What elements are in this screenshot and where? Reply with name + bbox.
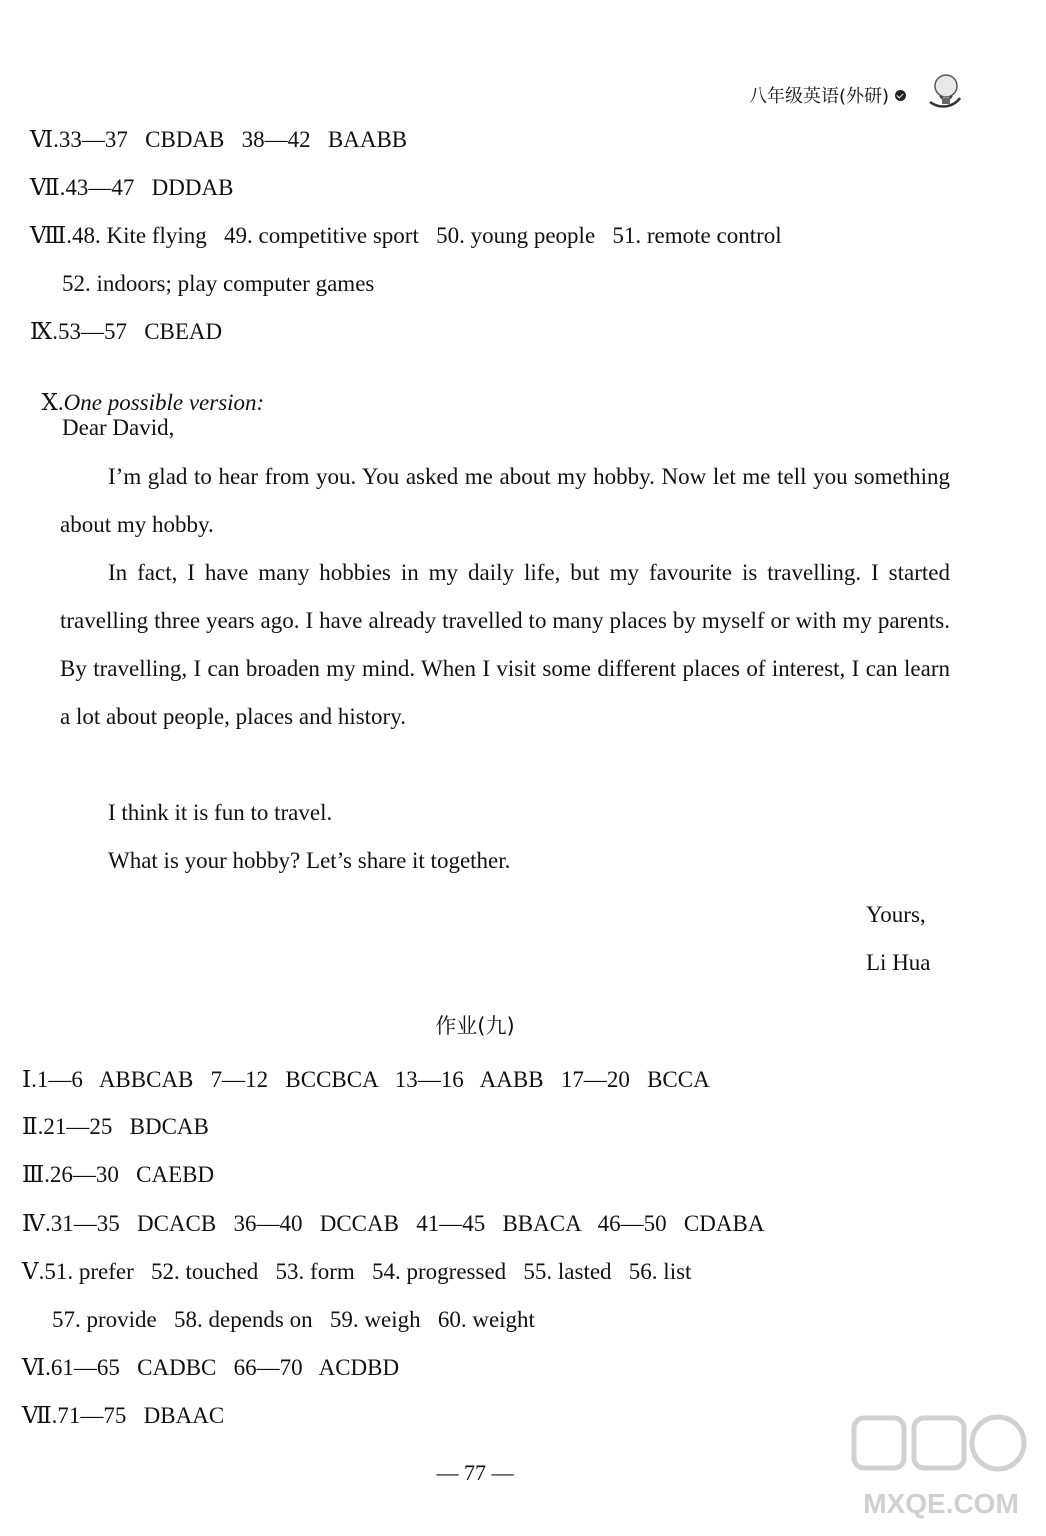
answer-line-3: Ⅲ.26—30 CAEBD (22, 1162, 215, 1187)
sample-version-label: One possible version: (63, 390, 265, 415)
bulb-logo-icon (926, 72, 962, 112)
answer-line-5b: 57. provide 58. depends on 59. weigh 60. weight (52, 1307, 535, 1332)
watermark-logo-icon (846, 1408, 1036, 1528)
letter-signature: Li Hua (866, 950, 931, 975)
check-circle-icon (895, 90, 906, 101)
watermark-text: MXQE.COM (863, 1488, 1019, 1519)
answer-line-7b: Ⅶ.71—75 DBAAC (22, 1403, 225, 1428)
answer-line-2: Ⅱ.21—25 BDCAB (22, 1114, 209, 1139)
answer-line-10 (30, 368, 264, 414)
letter-paragraph-2: In fact, I have many hobbies in my daily life, but my favourite is travelling. I started travelling three years ago. I have already travelled to many places by myself or with my parents. By travelling, I can broaden my mind. When I visit some different places of interest, I can learn a lot about people, places and history. (60, 560, 950, 729)
section-title: 作业(九) (435, 1014, 515, 1038)
answer-line-6b: Ⅵ.61—65 CADBC 66—70 ACDBD (22, 1355, 400, 1380)
letter-greeting: Dear David, (62, 415, 175, 440)
section-numeral: Ⅹ. (41, 390, 64, 415)
letter-closing: Yours, (866, 902, 926, 927)
answer-line-8a: Ⅷ.48. Kite flying 49. competitive sport 50. young people 51. remote control (30, 223, 782, 248)
answer-line-6: Ⅵ.33—37 CBDAB 38—42 BAABB (30, 127, 408, 152)
page-number: — 77 — (436, 1460, 514, 1485)
running-header (749, 82, 906, 108)
answer-line-5a: Ⅴ.51. prefer 52. touched 53. form 54. progressed 55. lasted 56. list (22, 1259, 692, 1284)
answer-line-4: Ⅳ.31—35 DCACB 36—40 DCCAB 41—45 BBACA 46—50 CDABA (22, 1211, 765, 1236)
book-title: 八年级英语(外研) (748, 86, 889, 107)
answer-line-9: Ⅸ.53—57 CBEAD (30, 319, 223, 344)
answer-line-7: Ⅶ.43—47 DDDAB (30, 175, 234, 200)
letter-paragraph-4: What is your hobby? Let’s share it together. (108, 848, 511, 873)
answer-line-8b: 52. indoors; play computer games (62, 271, 375, 296)
letter-paragraph-3: I think it is fun to travel. (108, 800, 333, 825)
answer-line-1: Ⅰ.1—6 ABBCAB 7—12 BCCBCA 13—16 AABB 17—20 BCCA (22, 1067, 710, 1092)
letter-paragraph-1: I’m glad to hear from you. You asked me about my hobby. Now let me tell you something about my hobby. (60, 464, 950, 537)
